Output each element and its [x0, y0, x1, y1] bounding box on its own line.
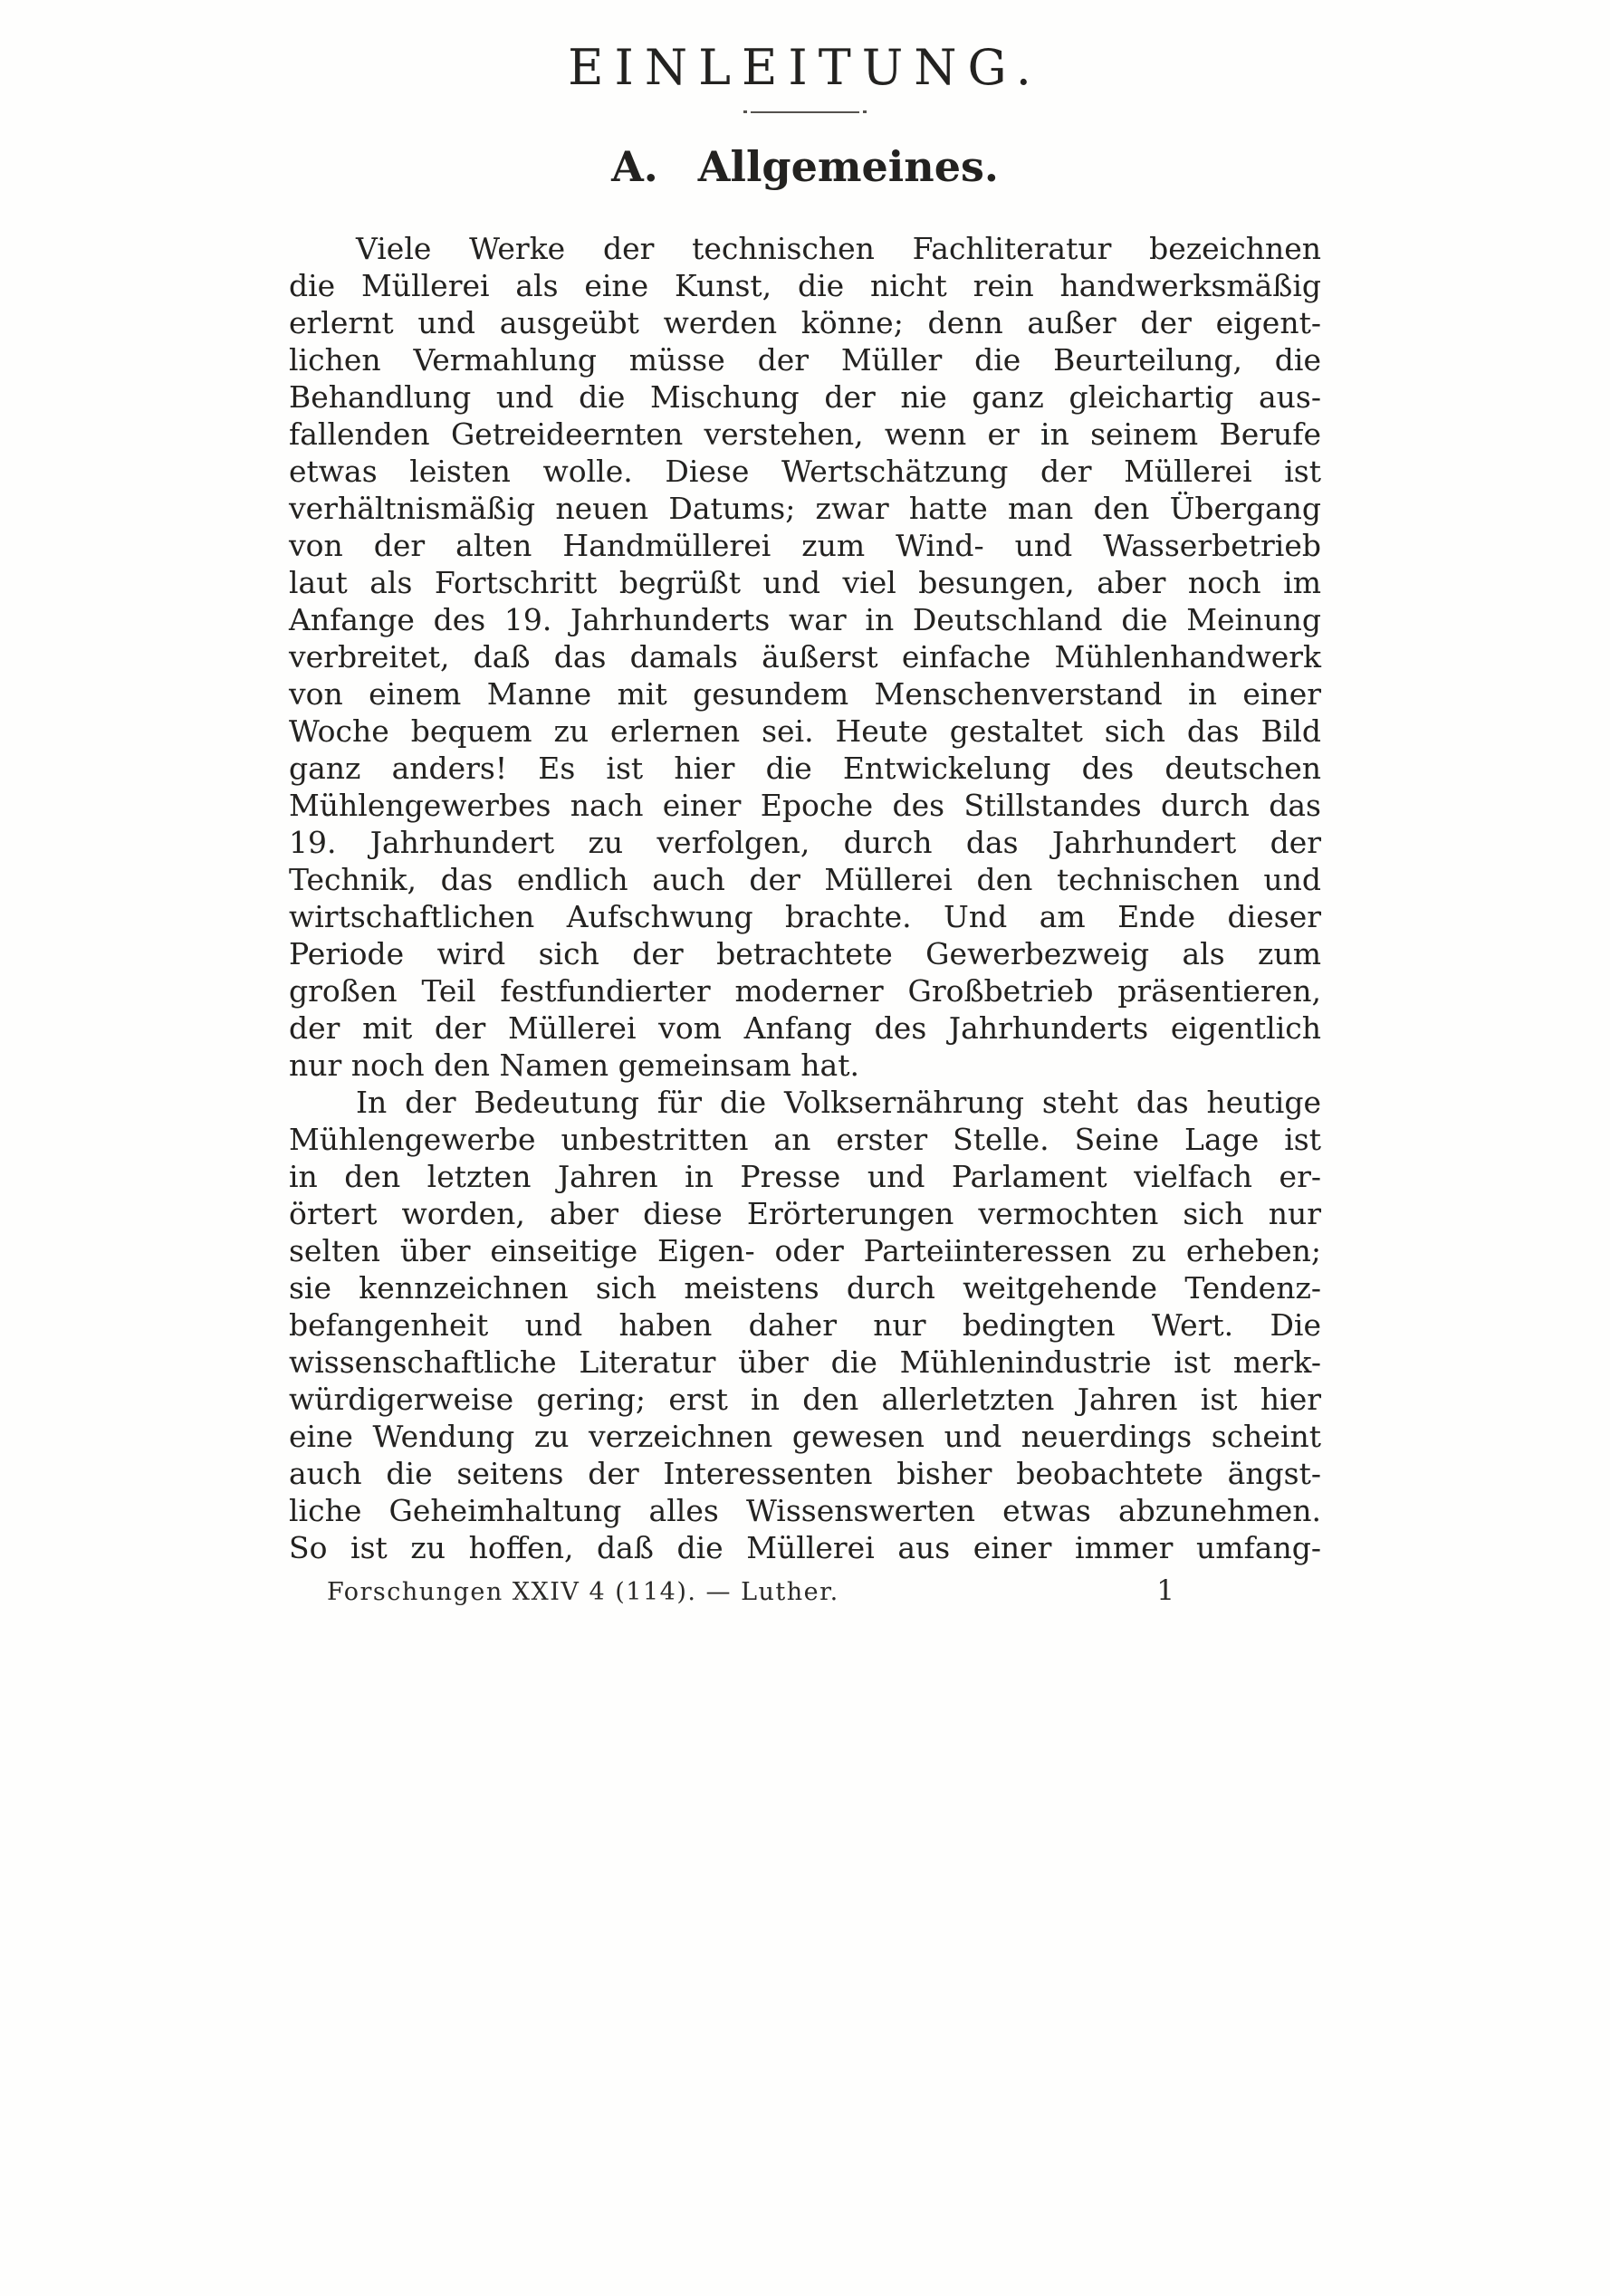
- divider-dot: [743, 110, 747, 113]
- paragraph: [289, 1084, 1321, 1566]
- divider-bar: [751, 111, 859, 113]
- title-divider: [733, 110, 877, 113]
- text-line: von der alten Handmüllerei zum Wind- und Wasserbetrieb: [289, 528, 1321, 564]
- body-text: [289, 230, 1321, 1566]
- page-footer: [289, 1575, 1321, 1608]
- text-line: selten über einseitige Eigen- oder Parteiinteressen zu erheben;: [289, 1233, 1321, 1269]
- text-line: Mühlengewerbe unbestritten an erster Stelle. Seine Lage ist: [289, 1122, 1321, 1158]
- text-line: die Müllerei als eine Kunst, die nicht rein handwerksmäßig: [289, 268, 1321, 304]
- text-line: Technik, das endlich auch der Müllerei den technischen und: [289, 862, 1321, 898]
- text-line: nur noch den Namen gemeinsam hat.: [289, 1048, 859, 1084]
- section-label: A.: [611, 142, 658, 192]
- footer-signature: Forschungen XXIV 4 (114). — Luther.: [327, 1578, 839, 1607]
- text-line: In der Bedeutung für die Volksernährung steht das heutige: [356, 1085, 1321, 1121]
- text-line: 19. Jahrhundert zu verfolgen, durch das Jahrhundert der: [289, 825, 1321, 861]
- text-line: Anfange des 19. Jahrhunderts war in Deutschland die Meinung: [289, 602, 1321, 638]
- text-line: wissenschaftliche Literatur über die Mühlenindustrie ist merk-: [289, 1344, 1321, 1381]
- text-line: lichen Vermahlung müsse der Müller die Beurteilung, die: [289, 342, 1321, 378]
- text-line: etwas leisten wolle. Diese Wertschätzung der Müllerei ist: [289, 454, 1321, 490]
- text-line: liche Geheimhaltung alles Wissenswerten etwas abzunehmen.: [289, 1493, 1321, 1529]
- divider-dot: [863, 110, 867, 113]
- text-line: fallenden Getreideernten verstehen, wenn er in seinem Berufe: [289, 416, 1321, 453]
- page-number: 1: [1156, 1574, 1174, 1608]
- paragraph: [289, 230, 1321, 1084]
- text-line: in den letzten Jahren in Presse und Parlament vielfach er-: [289, 1159, 1321, 1195]
- text-line: verhältnismäßig neuen Datums; zwar hatte man den Übergang: [289, 491, 1321, 527]
- text-line: großen Teil festfundierter moderner Großbetrieb präsentieren,: [289, 973, 1321, 1009]
- section-heading: [289, 142, 1321, 192]
- section-title: Allgemeines.: [697, 142, 999, 192]
- text-line: sie kennzeichnen sich meistens durch weitgehende Tendenz-: [289, 1270, 1321, 1306]
- text-line: auch die seitens der Interessenten bisher beobachtete ängst-: [289, 1456, 1321, 1492]
- text-line: Viele Werke der technischen Fachliteratur bezeichnen: [356, 231, 1321, 267]
- text-line: verbreitet, daß das damals äußerst einfache Mühlenhandwerk: [289, 639, 1321, 675]
- text-line: Behandlung und die Mischung der nie ganz gleichartig aus-: [289, 379, 1321, 416]
- text-line: ganz anders! Es ist hier die Entwickelung des deutschen: [289, 751, 1321, 787]
- text-line: der mit der Müllerei vom Anfang des Jahrhunderts eigentlich: [289, 1010, 1321, 1047]
- text-line: Periode wird sich der betrachtete Gewerbezweig als zum: [289, 936, 1321, 972]
- text-line: Woche bequem zu erlernen sei. Heute gestaltet sich das Bild: [289, 713, 1321, 750]
- text-line: befangenheit und haben daher nur bedingten Wert. Die: [289, 1307, 1321, 1344]
- text-line: laut als Fortschritt begrüßt und viel besungen, aber noch im: [289, 565, 1321, 601]
- text-block: [289, 40, 1321, 1608]
- page-title: EINLEITUNG.: [568, 39, 1042, 96]
- text-line: erlernt und ausgeübt werden könne; denn außer der eigent-: [289, 305, 1321, 341]
- text-line: von einem Manne mit gesundem Menschenverstand in einer: [289, 676, 1321, 713]
- text-line: eine Wendung zu verzeichnen gewesen und neuerdings scheint: [289, 1419, 1321, 1455]
- text-line: wirtschaftlichen Aufschwung brachte. Und am Ende dieser: [289, 899, 1321, 935]
- text-line: örtert worden, aber diese Erörterungen vermochten sich nur: [289, 1196, 1321, 1232]
- text-line: würdigerweise gering; erst in den allerletzten Jahren ist hier: [289, 1382, 1321, 1418]
- text-line: So ist zu hoffen, daß die Müllerei aus einer immer umfang-: [289, 1530, 1321, 1566]
- text-line: Mühlengewerbes nach einer Epoche des Stillstandes durch das: [289, 788, 1321, 824]
